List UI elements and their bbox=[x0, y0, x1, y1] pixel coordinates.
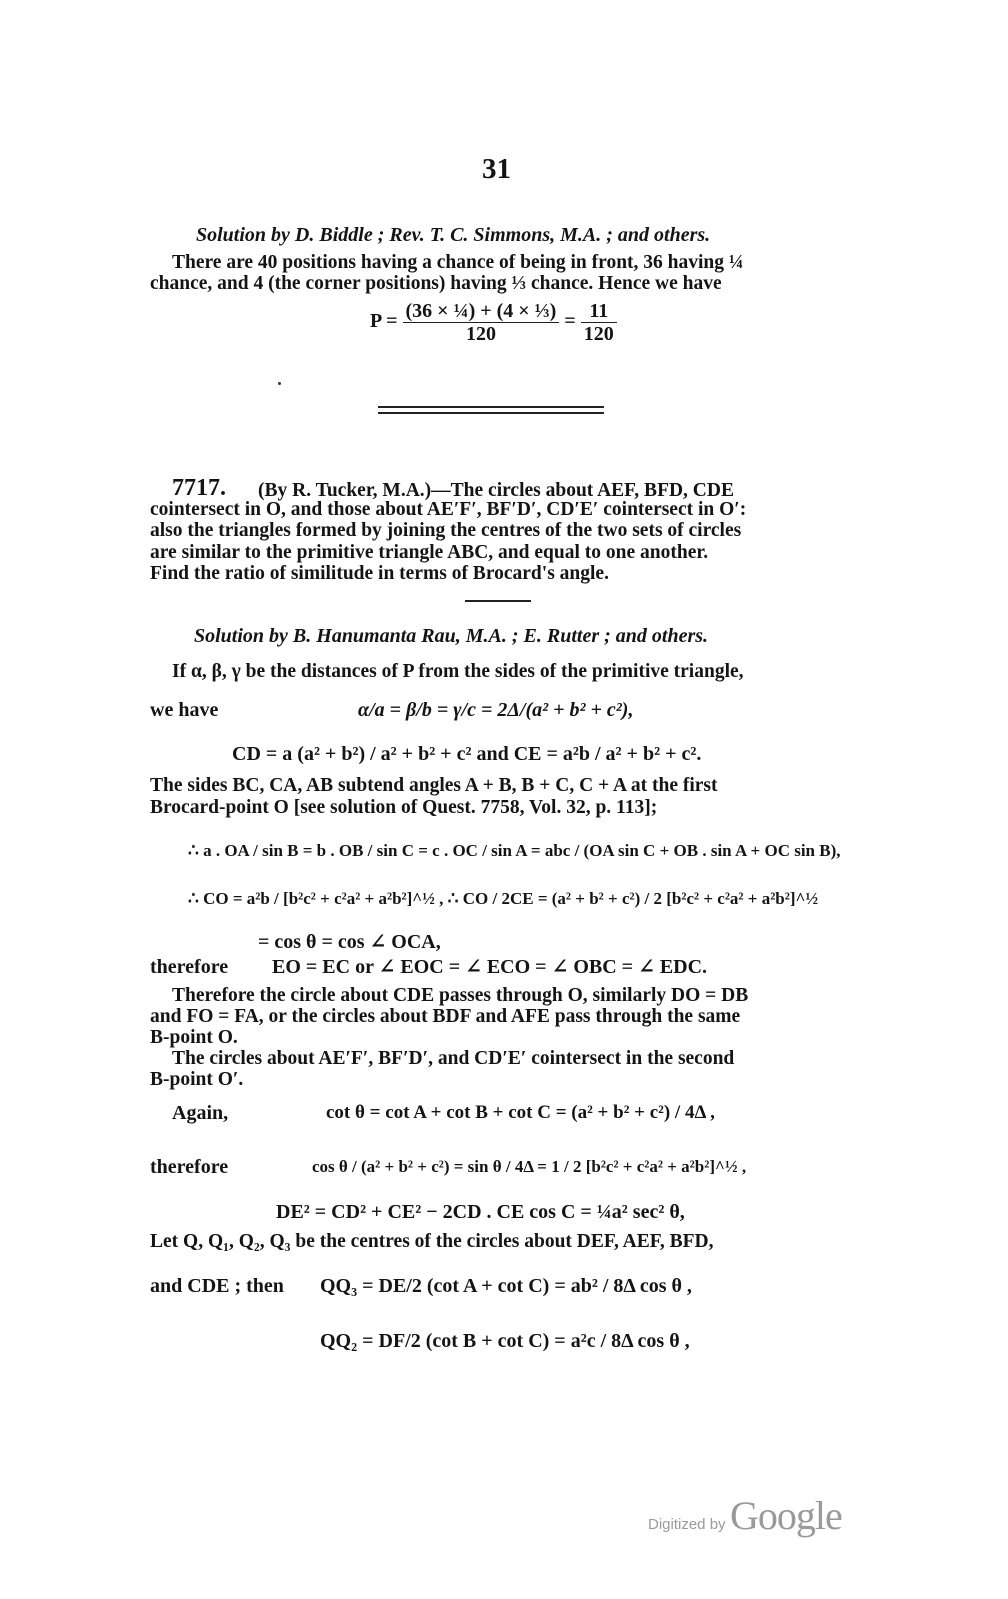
text-line: and FO = FA, or the circles about BDF and AFE pass through the same bbox=[150, 1006, 741, 1027]
page-number: 31 bbox=[482, 153, 511, 185]
text-line: and CDE ; then bbox=[150, 1275, 284, 1297]
question-line: cointersect in O, and those about AE′F′, BF′D′, CD′E′ cointersect in O′: bbox=[150, 499, 747, 520]
eq-result-numerator: 11 bbox=[581, 300, 617, 323]
equation-line: EO = EC or ∠ EOC = ∠ ECO = ∠ OBC = ∠ EDC. bbox=[272, 956, 708, 978]
equation-line: ∴ CO = a²b / [b²c² + c²a² + a²b²]^½ , ∴ CO / 2CE = (a² + b² + c²) / 2 [b²c² + c²a² + a²b²]^½ bbox=[188, 889, 819, 908]
text-line: The circles about AE′F′, BF′D′, and CD′E′ cointersect in the second bbox=[172, 1048, 735, 1069]
section-divider bbox=[378, 406, 604, 408]
equation-line: α/a = β/b = γ/c = 2Δ/(a² + b² + c²), bbox=[358, 699, 634, 721]
text-line: Brocard-point O [see solution of Quest. 7758, Vol. 32, p. 113]; bbox=[150, 797, 658, 818]
text-line: B-point O. bbox=[150, 1027, 238, 1048]
question-line: Find the ratio of similitude in terms of Brocard's angle. bbox=[150, 563, 609, 584]
solution-header: Solution by D. Biddle ; Rev. T. C. Simmons, M.A. ; and others. bbox=[196, 224, 711, 246]
equation-line: cos θ / (a² + b² + c²) = sin θ / 4Δ = 1 / 2 [b²c² + c²a² + a²b²]^½ , bbox=[312, 1157, 747, 1176]
equation-line: DE² = CD² + CE² − 2CD . CE cos C = ¼a² sec² θ, bbox=[276, 1201, 685, 1223]
text-line: therefore bbox=[150, 956, 229, 978]
question-number: 7717. bbox=[172, 475, 226, 501]
text-line: Let Q, Q₁, Q₂, Q₃ be the centres of the circles about DEF, AEF, BFD, bbox=[150, 1231, 714, 1252]
eq-denominator: 120 bbox=[465, 323, 496, 345]
equation-line: QQ₃ = DE/2 (cot A + cot C) = ab² / 8Δ cos θ , bbox=[320, 1275, 692, 1297]
text-line: The sides BC, CA, AB subtend angles A + B, B + C, C + A at the first bbox=[150, 775, 718, 796]
eq-result-denominator: 120 bbox=[583, 323, 614, 345]
text-line: There are 40 positions having a chance of being in front, 36 having ¼ bbox=[172, 252, 744, 273]
text-line: Again, bbox=[172, 1102, 229, 1124]
text-line: B-point O′. bbox=[150, 1069, 244, 1090]
equation-line: cot θ = cot A + cot B + cot C = (a² + b² + c²) / 4Δ , bbox=[326, 1102, 715, 1123]
eq-numerator: (36 × ¼) + (4 × ⅓) bbox=[403, 300, 560, 323]
short-divider bbox=[465, 600, 531, 602]
equation-line: CD = a (a² + b²) / a² + b² + c² and CE = a²b / a² + b² + c². bbox=[232, 743, 702, 765]
eq-lhs: P = bbox=[370, 310, 398, 333]
eq-result bbox=[581, 300, 617, 345]
question-line: (By R. Tucker, M.A.)—The circles about AEF, BFD, CDE bbox=[258, 480, 734, 501]
eq-fraction bbox=[403, 300, 560, 345]
equation-line: QQ₂ = DF/2 (cot B + cot C) = a²c / 8Δ cos θ , bbox=[320, 1330, 690, 1352]
section-divider bbox=[378, 412, 604, 414]
print-speck bbox=[278, 382, 281, 385]
text-line: therefore bbox=[150, 1156, 229, 1178]
google-logo: Google bbox=[730, 1493, 842, 1538]
text-line: Therefore the circle about CDE passes through O, similarly DO = DB bbox=[172, 985, 749, 1006]
eq-equals: = bbox=[564, 310, 576, 333]
text-line: chance, and 4 (the corner positions) having ⅓ chance. Hence we have bbox=[150, 273, 722, 294]
equation-line: = cos θ = cos ∠ OCA, bbox=[258, 931, 441, 953]
probability-equation bbox=[370, 300, 617, 345]
question-line: also the triangles formed by joining the centres of the two sets of circles bbox=[150, 520, 742, 541]
question-line: are similar to the primitive triangle ABC, and equal to one another. bbox=[150, 542, 709, 563]
equation-line: ∴ a . OA / sin B = b . OB / sin C = c . OC / sin A = abc / (OA sin C + OB . sin A + OC sin B), bbox=[188, 841, 841, 860]
text-line: we have bbox=[150, 699, 219, 721]
text-line: If α, β, γ be the distances of P from the sides of the primitive triangle, bbox=[172, 661, 744, 682]
watermark-prefix: Digitized by bbox=[648, 1516, 726, 1533]
digitized-watermark bbox=[648, 1492, 842, 1539]
solution-header: Solution by B. Hanumanta Rau, M.A. ; E. Rutter ; and others. bbox=[194, 625, 709, 647]
